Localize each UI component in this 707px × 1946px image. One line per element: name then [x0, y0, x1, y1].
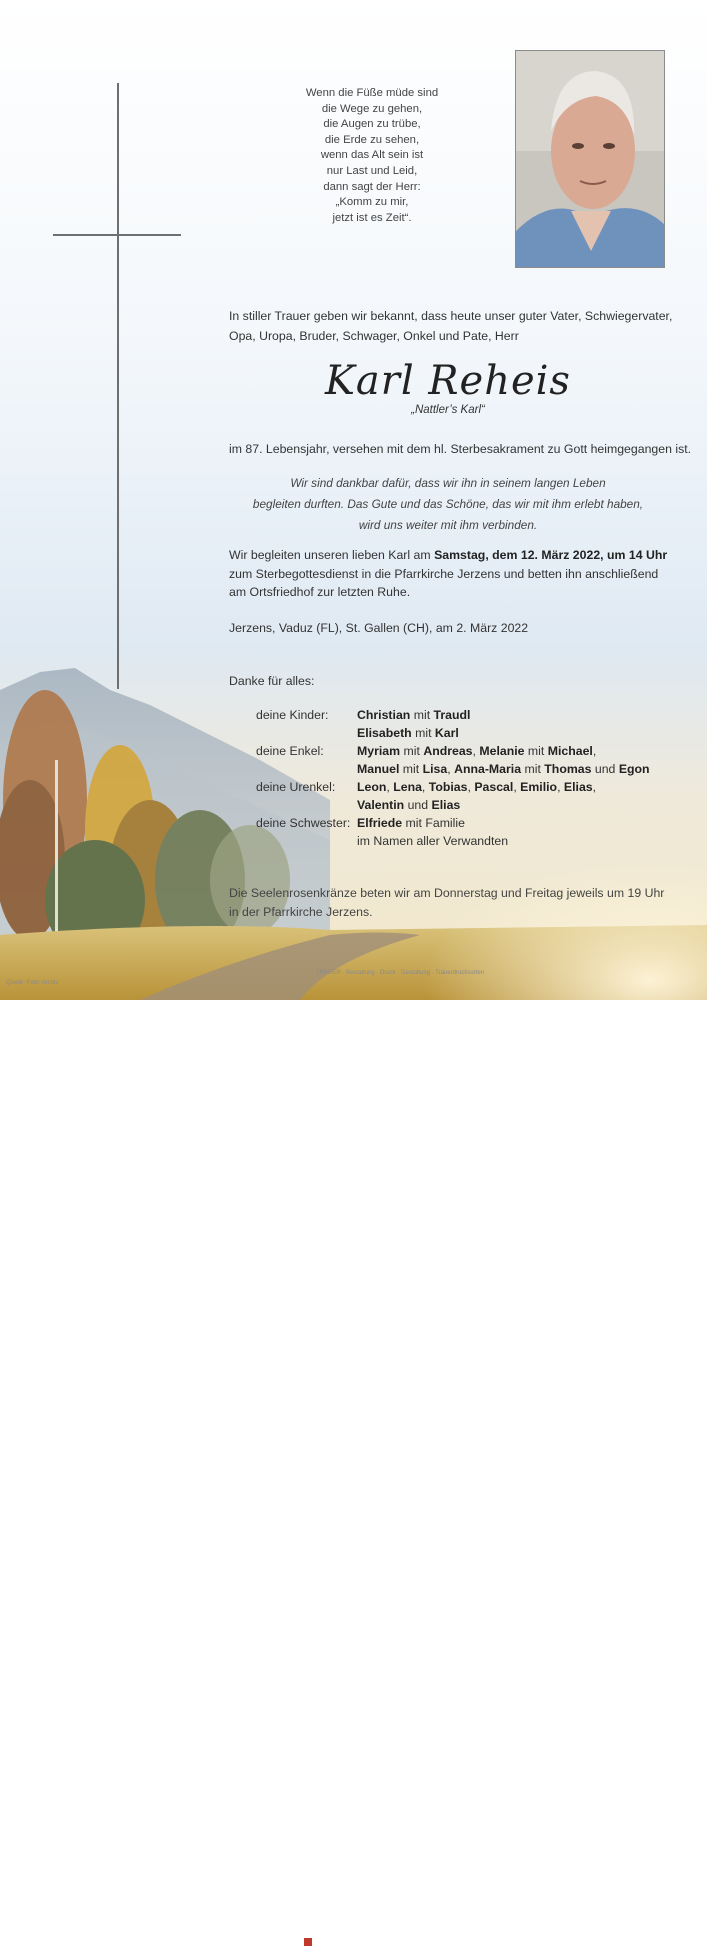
- rosary-line-1: Die Seelenrosenkränze beten wir am Donnerstag und Freitag jeweils um 19 Uhr: [229, 886, 665, 900]
- poem-line: jetzt ist es Zeit“.: [332, 211, 412, 224]
- quote-line: Wir sind dankbar dafür, dass wir ihn in seinem langen Leben: [290, 476, 606, 490]
- poem-line: dann sagt der Herr:: [323, 180, 421, 193]
- schwester-line: Elfriede mit Familie: [357, 816, 465, 830]
- enkel-line-2: Manuel mit Lisa, Anna-Maria mit Thomas und Egon: [357, 762, 650, 776]
- deceased-nickname: „Nattler’s Karl“: [411, 404, 485, 416]
- urenkel-label: deine Urenkel:: [256, 780, 336, 794]
- poem-line: die Augen zu trübe,: [323, 118, 421, 131]
- poem-line: die Erde zu sehen,: [324, 133, 420, 146]
- deceased-name: Karl Reheis: [325, 358, 571, 404]
- quote-line: wird uns weiter mit ihm verbinden.: [358, 518, 538, 532]
- schwester-label: deine Schwester:: [256, 816, 351, 830]
- rosary-line-2: in der Pfarrkirche Jerzens.: [229, 905, 373, 919]
- cross-horizontal-bar: [53, 234, 181, 236]
- service-line-1: [229, 548, 667, 562]
- urenkel-line-2: Valentin und Elias: [357, 798, 461, 812]
- relatives-line: im Namen aller Verwandten: [357, 834, 509, 848]
- kinder-line-2: Elisabeth mit Karl: [357, 726, 459, 740]
- intro-line-1: In stiller Trauer geben wir bekannt, dass heute unser guter Vater, Schwiegervater,: [229, 309, 673, 323]
- footer-credit: Quelle: Foto: Archiv: [6, 980, 59, 986]
- service-line-2: zum Sterbegottesdienst in die Pfarrkirche Jerzens und betten ihn anschließend: [229, 567, 659, 581]
- kinder-line-1: Christian mit Traudl: [357, 708, 471, 722]
- service-date: Samstag, dem 12. März 2022, um 14 Uhr: [434, 548, 668, 562]
- kinder-label: deine Kinder:: [256, 708, 329, 722]
- poem-line: „Komm zu mir,: [335, 196, 409, 209]
- quote: [229, 473, 667, 536]
- logo-icon: [304, 1938, 312, 1946]
- cross-vertical-bar: [117, 83, 119, 689]
- poem-line: die Wege zu gehen,: [321, 102, 423, 115]
- poem-line: wenn das Alt sein ist: [320, 149, 424, 162]
- enkel-line-1: Myriam mit Andreas, Melanie mit Michael,: [357, 744, 597, 758]
- passing-text: im 87. Lebensjahr, versehen mit dem hl. Sterbesakrament zu Gott heimgegangen ist.: [229, 442, 692, 456]
- poem-line: Wenn die Füße müde sind: [305, 87, 439, 99]
- footer: [0, 968, 707, 1000]
- urenkel-line-1: Leon, Lena, Tobias, Pascal, Emilio, Elias,: [357, 780, 597, 794]
- thanks-heading: Danke für alles:: [229, 674, 315, 688]
- service-text: Wir begleiten unseren lieben Karl am: [229, 548, 435, 562]
- poem-line: nur Last und Leid,: [326, 164, 418, 177]
- place-date: Jerzens, Vaduz (FL), St. Gallen (CH), am 2. März 2022: [229, 621, 529, 635]
- intro-line-2: Opa, Uropa, Bruder, Schwager, Onkel und Pate, Herr: [229, 329, 519, 343]
- footer-publisher: TRAUER · Bestattung · Druck · Gestaltung · Trauerdrucksorten: [316, 970, 485, 976]
- portrait-photo: [515, 50, 665, 268]
- poem: [260, 86, 484, 226]
- enkel-label: deine Enkel:: [256, 744, 324, 758]
- service-line-3: am Ortsfriedhof zur letzten Ruhe.: [229, 585, 411, 599]
- quote-line: begleiten durften. Das Gute und das Schöne, das wir mit ihm erlebt haben,: [252, 497, 644, 511]
